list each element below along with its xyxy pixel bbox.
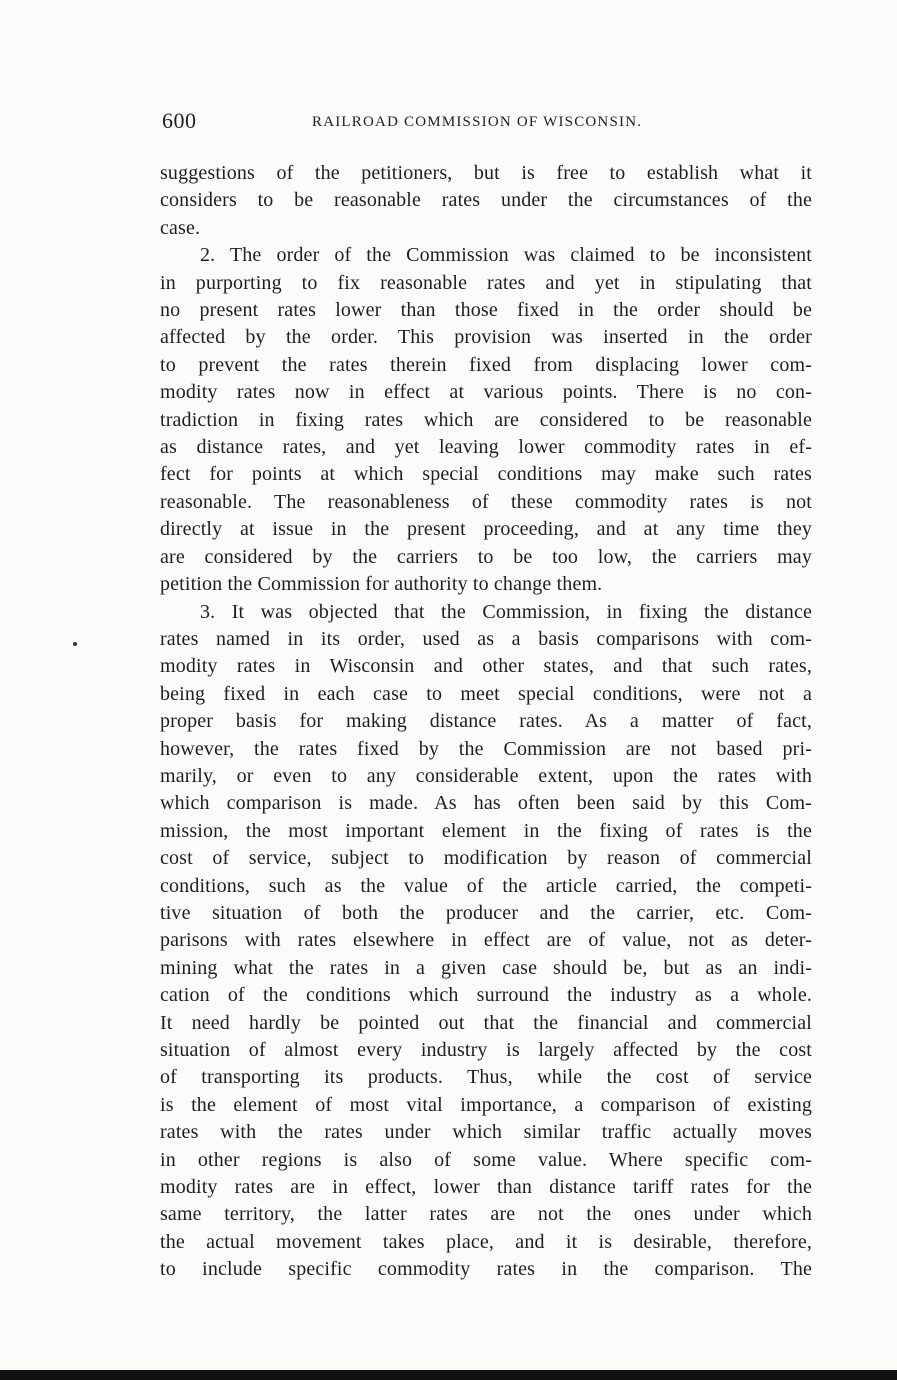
text-line: case.: [160, 216, 201, 239]
text-line: being fixed in each case to meet special conditions, were not a: [160, 682, 812, 705]
text-line: in purporting to fix reasonable rates and yet in stipulating that: [160, 271, 812, 294]
text-line: tive situation of both the producer and the carrier, etc. Com-: [160, 901, 812, 924]
text-line: to prevent the rates therein fixed from displacing lower com-: [160, 353, 812, 376]
paragraph-2-start: 2. The order of the Commission was claimed to be inconsistent: [200, 244, 812, 267]
text-line: considers to be reasonable rates under the circumstances of the: [160, 189, 812, 212]
text-line: no present rates lower than those fixed in the order should be: [160, 299, 812, 322]
stray-ink-dot: [73, 642, 77, 646]
text-line: parisons with rates elsewhere in effect are of value, not as deter-: [160, 929, 812, 952]
text-line: of transporting its products. Thus, while the cost of service: [160, 1066, 812, 1089]
text-line: proper basis for making distance rates. As a matter of fact,: [160, 710, 812, 733]
paragraph-3-start: 3. It was objected that the Commission, in fixing the distance: [200, 600, 812, 623]
text-line: rates named in its order, used as a basis comparisons with com-: [160, 627, 812, 650]
text-line: suggestions of the petitioners, but is free to establish what it: [160, 162, 812, 184]
text-line: tradiction in fixing rates which are considered to be reasonable: [160, 408, 812, 431]
text-line: are considered by the carriers to be too low, the carriers may: [160, 545, 812, 568]
page-number: 600: [162, 108, 197, 133]
text-line: fect for points at which special conditions may make such rates: [160, 463, 812, 486]
body-text: [160, 160, 812, 1284]
text-line: cation of the conditions which surround the industry as a whole.: [160, 984, 812, 1007]
text-line: situation of almost every industry is largely affected by the cost: [160, 1039, 812, 1061]
text-line: mining what the rates in a given case should be, but as an indi-: [160, 956, 812, 979]
text-line: mission, the most important element in the fixing of rates is the: [160, 819, 812, 842]
text-line: directly at issue in the present proceeding, and at any time they: [160, 518, 812, 541]
running-head: RAILROAD COMMISSION OF WISCONSIN.: [312, 114, 643, 130]
page-header: [162, 108, 810, 138]
text-line: petition the Commission for authority to change them.: [160, 573, 603, 596]
text-line: modity rates are in effect, lower than distance tariff rates for the: [160, 1176, 812, 1199]
text-line: is the element of most vital importance, a comparison of existing: [160, 1093, 812, 1116]
text-line: which comparison is made. As has often been said by this Com-: [160, 792, 812, 815]
text-line: affected by the order. This provision was inserted in the order: [160, 326, 812, 349]
text-line: modity rates in Wisconsin and other states, and that such rates,: [160, 655, 812, 678]
text-line: same territory, the latter rates are not the ones under which: [160, 1203, 812, 1226]
text-line: as distance rates, and yet leaving lower commodity rates in ef-: [160, 436, 812, 459]
text-line: marily, or even to any considerable extent, upon the rates with: [160, 764, 812, 787]
text-line: in other regions is also of some value. Where specific com-: [160, 1148, 812, 1171]
text-line: cost of service, subject to modification by reason of commercial: [160, 847, 812, 870]
text-line: to include specific commodity rates in the comparison. The: [160, 1258, 812, 1281]
text-line: modity rates now in effect at various points. There is no con-: [160, 381, 812, 404]
scan-bottom-edge: [0, 1370, 897, 1380]
text-line: It need hardly be pointed out that the financial and commercial: [160, 1011, 812, 1034]
text-line: however, the rates fixed by the Commission are not based pri-: [160, 737, 812, 760]
text-line: conditions, such as the value of the article carried, the competi-: [160, 874, 812, 897]
text-line: rates with the rates under which similar traffic actually moves: [160, 1121, 812, 1144]
text-line: reasonable. The reasonableness of these commodity rates is not: [160, 490, 812, 513]
text-line: the actual movement takes place, and it is desirable, therefore,: [160, 1230, 812, 1253]
